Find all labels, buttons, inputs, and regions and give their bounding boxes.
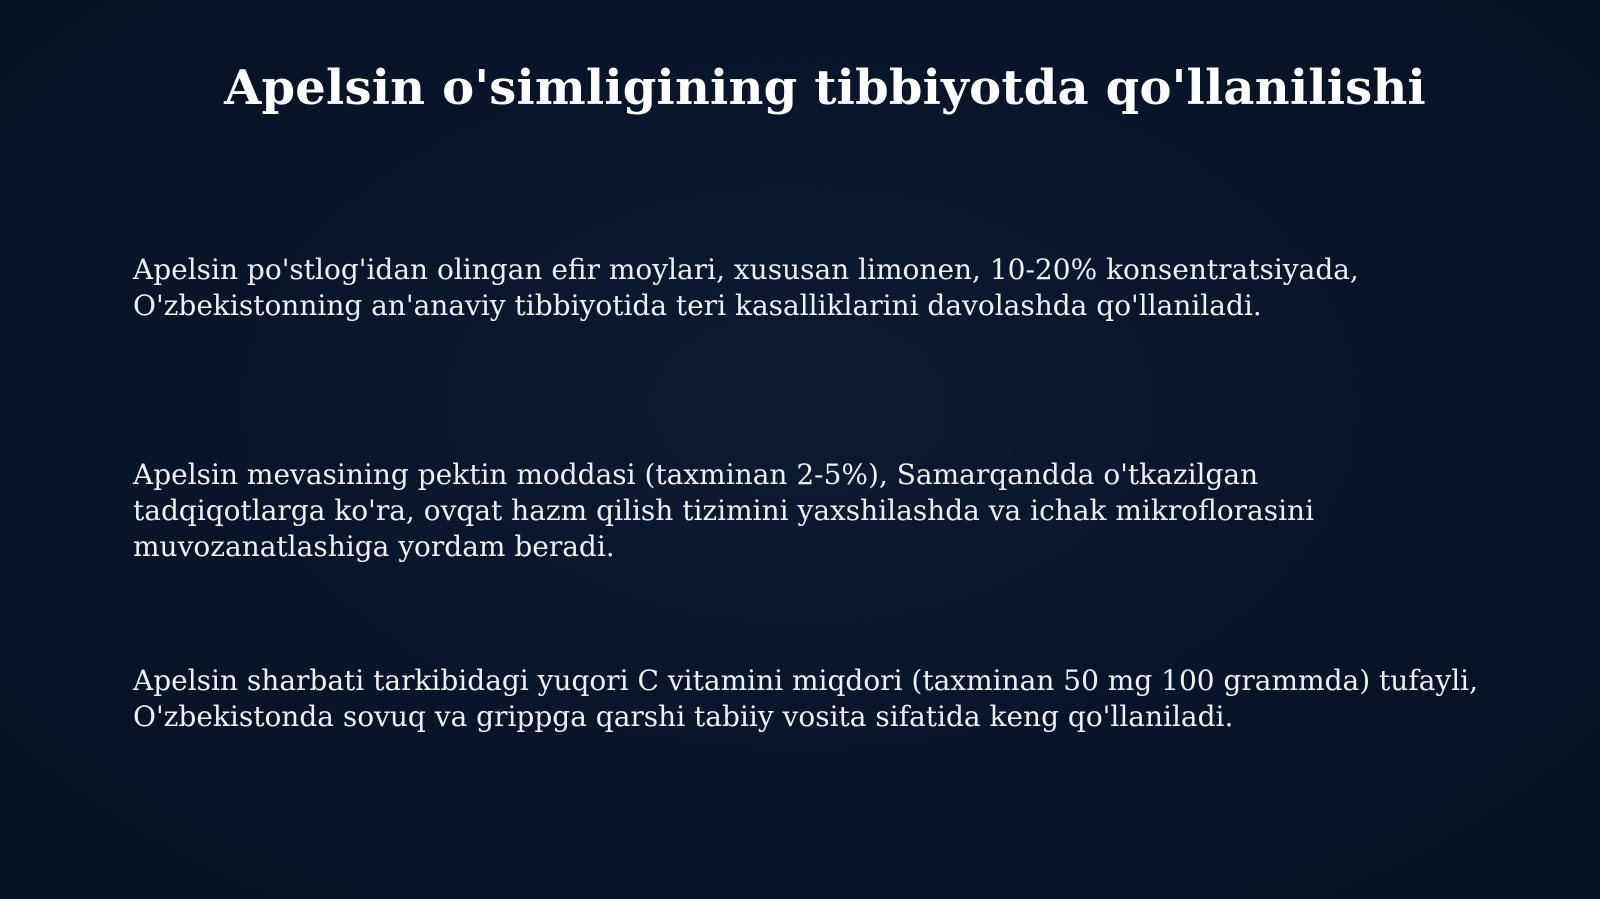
slide-title: Apelsin o'simligining tibbiyotda qo'llanilishi [224,60,1426,116]
paragraph-essential-oils: Apelsin po'stlog'idan olingan efir moylari, xususan limonen, 10-20% konsentratsiyada, O'zbekistonning an'anaviy tibbiyotida teri kasalliklarini davolashda qo'llaniladi. [133,253,1359,322]
paragraph-vitamin-c: Apelsin sharbati tarkibidagi yuqori C vitamini miqdori (taxminan 50 mg 100 grammda) tufayli, O'zbekistonda sovuq va grippga qarshi tabiiy vosita sifatida keng qo'llaniladi. [133,664,1479,733]
paragraph-pectin: Apelsin mevasining pektin moddasi (taxminan 2-5%), Samarqandda o'tkazilgan tadqiqotlarga ko'ra, ovqat hazm qilish tizimini yaxshilashda va ichak mikroflorasini muvozanatlashiga yordam beradi. [133,458,1315,563]
